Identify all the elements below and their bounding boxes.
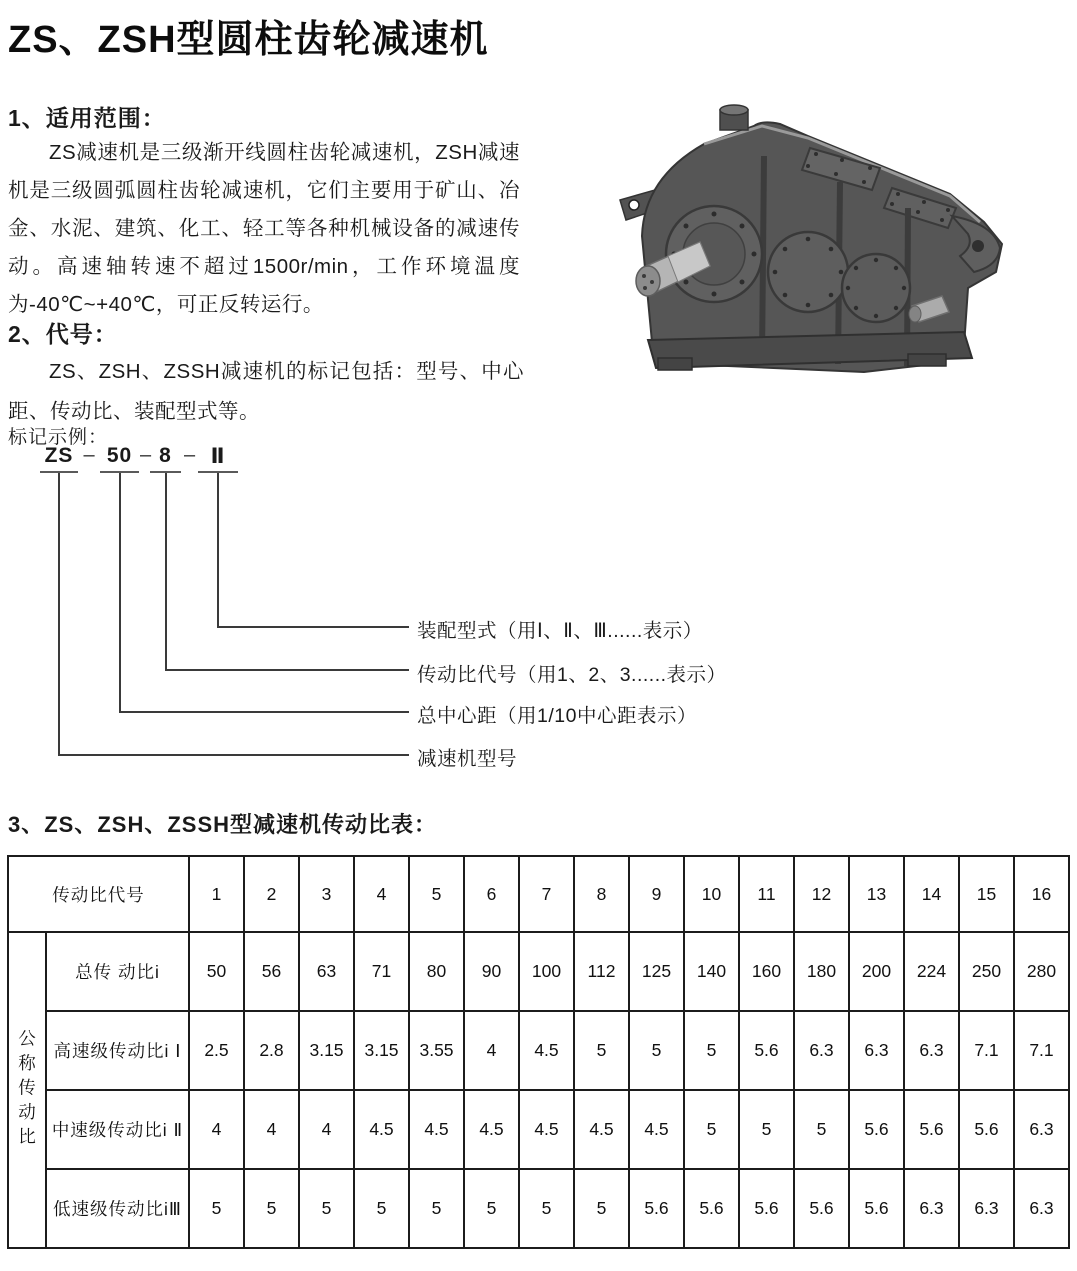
ratio-code-cell: 10 — [684, 856, 739, 932]
value-cell: 5.6 — [684, 1169, 739, 1248]
value-cell: 4 — [244, 1090, 299, 1169]
section-scope-heading: 1、适用范围： — [8, 105, 166, 131]
table-row — [8, 1090, 1069, 1169]
ratio-code-cell: 12 — [794, 856, 849, 932]
section-table-heading: 3、ZS、ZSH、ZSSH型减速机传动比表： — [8, 812, 438, 837]
ratio-code-cell: 14 — [904, 856, 959, 932]
ratio-code-cell: 9 — [629, 856, 684, 932]
value-cell: 100 — [519, 932, 574, 1011]
value-cell: 5.6 — [629, 1169, 684, 1248]
value-cell: 5 — [409, 1169, 464, 1248]
value-cell: 5.6 — [959, 1090, 1014, 1169]
value-cell: 6.3 — [1014, 1169, 1069, 1248]
value-cell: 5 — [354, 1169, 409, 1248]
value-cell: 7.1 — [959, 1011, 1014, 1090]
ratio-code-cell: 7 — [519, 856, 574, 932]
code-part-assembly: Ⅱ — [198, 444, 238, 473]
value-cell: 4 — [464, 1011, 519, 1090]
scope-paragraph: ZS减速机是三级渐开线圆柱齿轮减速机，ZSH减速机是三级圆弧圆柱齿轮减速机，它们主要用于矿山、冶金、水泥、建筑、化工、轻工等各种机械设备的减速传动。高速轴转速不超过1500r/min，工作环境温度为-40℃~+40℃，可正反转运行。 — [8, 141, 520, 316]
ratio-code-header-cell: 传动比代号 — [8, 856, 189, 932]
ratio-table — [7, 855, 1070, 1249]
value-cell: 6.3 — [904, 1169, 959, 1248]
table-row — [8, 1169, 1069, 1248]
value-cell: 4.5 — [629, 1090, 684, 1169]
value-cell: 5 — [794, 1090, 849, 1169]
value-cell: 4.5 — [519, 1090, 574, 1169]
table-row — [8, 932, 1069, 1011]
code-part-model: ZS — [40, 444, 78, 473]
ratio-code-cell: 8 — [574, 856, 629, 932]
row-label-cell: 高速级传动比i Ⅰ — [46, 1011, 189, 1090]
value-cell: 4.5 — [574, 1090, 629, 1169]
marking-example-label: 标记示例： — [8, 427, 109, 448]
value-cell: 5.6 — [849, 1169, 904, 1248]
value-cell: 50 — [189, 932, 244, 1011]
value-cell: 5 — [519, 1169, 574, 1248]
value-cell: 2.8 — [244, 1011, 299, 1090]
code-separator: – — [183, 444, 196, 466]
value-cell: 6.3 — [1014, 1090, 1069, 1169]
callout-center-distance: 总中心距（用1/10中心距表示） — [417, 705, 697, 727]
ratio-code-cell: 5 — [409, 856, 464, 932]
nominal-ratio-group-cell: 公称传动比 — [8, 932, 46, 1248]
value-cell: 6.3 — [794, 1011, 849, 1090]
value-cell: 4.5 — [409, 1090, 464, 1169]
callout-lines — [0, 473, 430, 768]
ratio-code-cell: 4 — [354, 856, 409, 932]
value-cell: 3.55 — [409, 1011, 464, 1090]
row-label-cell: 中速级传动比i Ⅱ — [46, 1090, 189, 1169]
table-row-codes — [8, 856, 1069, 932]
value-cell: 200 — [849, 932, 904, 1011]
code-part-center-distance: 50 — [100, 444, 139, 473]
value-cell: 63 — [299, 932, 354, 1011]
code-separator: – — [140, 444, 152, 466]
value-cell: 5 — [684, 1090, 739, 1169]
value-cell: 7.1 — [1014, 1011, 1069, 1090]
ratio-code-cell: 15 — [959, 856, 1014, 932]
value-cell: 80 — [409, 932, 464, 1011]
value-cell: 5.6 — [794, 1169, 849, 1248]
value-cell: 5 — [299, 1169, 354, 1248]
value-cell: 5.6 — [849, 1090, 904, 1169]
code-part-ratio: 8 — [150, 444, 181, 473]
value-cell: 280 — [1014, 932, 1069, 1011]
value-cell: 160 — [739, 932, 794, 1011]
value-cell: 4.5 — [519, 1011, 574, 1090]
code-separator: – — [83, 444, 95, 466]
value-cell: 5 — [464, 1169, 519, 1248]
value-cell: 5 — [244, 1169, 299, 1248]
value-cell: 5 — [629, 1011, 684, 1090]
value-cell: 6.3 — [904, 1011, 959, 1090]
ratio-code-cell: 1 — [189, 856, 244, 932]
callout-reducer-model: 减速机型号 — [417, 748, 518, 770]
value-cell: 5 — [574, 1169, 629, 1248]
code-paragraph: ZS、ZSH、ZSSH减速机的标记包括：型号、中心距、传动比、装配型式等。 — [8, 360, 524, 423]
ratio-table-body — [8, 856, 1069, 1248]
value-cell: 5 — [189, 1169, 244, 1248]
ratio-code-cell: 2 — [244, 856, 299, 932]
value-cell: 56 — [244, 932, 299, 1011]
value-cell: 4.5 — [354, 1090, 409, 1169]
value-cell: 5.6 — [904, 1090, 959, 1169]
value-cell: 3.15 — [354, 1011, 409, 1090]
ratio-code-cell: 16 — [1014, 856, 1069, 932]
table-row — [8, 1011, 1069, 1090]
value-cell: 5 — [684, 1011, 739, 1090]
value-cell: 5 — [574, 1011, 629, 1090]
value-cell: 224 — [904, 932, 959, 1011]
value-cell: 2.5 — [189, 1011, 244, 1090]
value-cell: 112 — [574, 932, 629, 1011]
callout-assembly-type: 装配型式（用Ⅰ、Ⅱ、Ⅲ......表示） — [417, 620, 703, 642]
page-title: ZS、ZSH型圆柱齿轮减速机 — [8, 19, 489, 61]
value-cell: 3.15 — [299, 1011, 354, 1090]
ratio-code-cell: 3 — [299, 856, 354, 932]
row-label-cell: 总传 动比i — [46, 932, 189, 1011]
ratio-code-cell: 13 — [849, 856, 904, 932]
value-cell: 4 — [189, 1090, 244, 1169]
value-cell: 90 — [464, 932, 519, 1011]
value-cell: 250 — [959, 932, 1014, 1011]
value-cell: 5.6 — [739, 1011, 794, 1090]
gear-reducer-photo-icon — [612, 96, 1012, 388]
ratio-code-cell: 11 — [739, 856, 794, 932]
value-cell: 140 — [684, 932, 739, 1011]
value-cell: 180 — [794, 932, 849, 1011]
value-cell: 4 — [299, 1090, 354, 1169]
value-cell: 71 — [354, 932, 409, 1011]
callout-ratio-code: 传动比代号（用1、2、3......表示） — [417, 664, 727, 686]
ratio-code-cell: 6 — [464, 856, 519, 932]
value-cell: 6.3 — [849, 1011, 904, 1090]
section-code-heading: 2、代号： — [8, 321, 118, 347]
value-cell: 6.3 — [959, 1169, 1014, 1248]
value-cell: 5.6 — [739, 1169, 794, 1248]
value-cell: 4.5 — [464, 1090, 519, 1169]
row-label-cell: 低速级传动比iⅢ — [46, 1169, 189, 1248]
value-cell: 5 — [739, 1090, 794, 1169]
value-cell: 125 — [629, 932, 684, 1011]
